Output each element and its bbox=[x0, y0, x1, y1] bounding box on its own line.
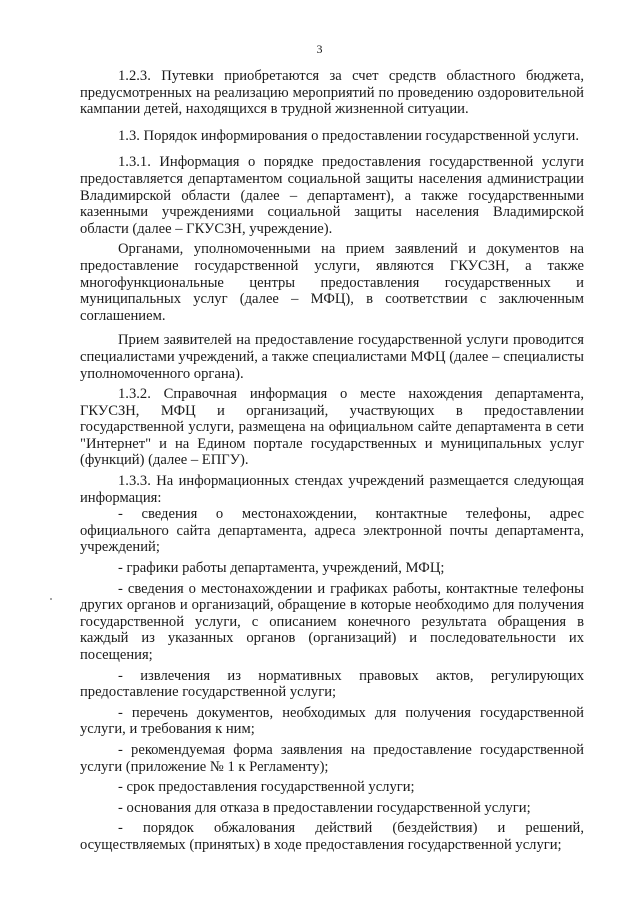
paragraph-1-3-3: 1.3.3. На информационных стендах учреждений размещается следующая информация: bbox=[80, 473, 584, 506]
paragraph-1-2-3: 1.2.3. Путевки приобретаются за счет средств областного бюджета, предусмотренных на реализацию мероприятий по проведению оздоровительной кампании детей, находящихся в трудной жизненной ситуации. bbox=[80, 68, 584, 118]
page-number: 3 bbox=[316, 42, 323, 56]
list-item-application-form: - рекомендуемая форма заявления на предоставление государственной услуги (приложение № 1 к Регламенту); bbox=[80, 741, 584, 775]
paragraph-authorized-bodies: Органами, уполномоченными на прием заявлений и документов на предоставление государственной услуги, являются ГКУСЗН, а также многофункциональные центры предоставления государственных и муниципальных услуг (далее – МФЦ), в соответствии с заключенным соглашением. bbox=[80, 241, 584, 324]
margin-mark bbox=[50, 598, 52, 600]
paragraph-1-3-2: 1.3.2. Справочная информация о месте нахождения департамента, ГКУСЗН, МФЦ и организаций, участвующих в предоставлении государственной услуги, размещена на официальном сайте департамента в сети "Интернет" и на Едином портале государственных и муниципальных услуг (функций) (далее – ЕПГУ). bbox=[80, 386, 584, 469]
list-item-document-list: - перечень документов, необходимых для получения государственной услуги, и требования к ним; bbox=[80, 704, 584, 738]
paragraph-1-3-1: 1.3.1. Информация о порядке предоставления государственной услуги предоставляется департаментом социальной защиты населения администрации Владимирской области (далее – департамент), а также государственными казенными учреждениями социальной защиты населения Владимирской области (далее – ГКУСЗН, учреждение). bbox=[80, 154, 584, 237]
list-item-service-term: - срок предоставления государственной услуги; bbox=[118, 779, 415, 796]
list-item-appeal-procedure: - порядок обжалования действий (бездействия) и решений, осуществляемых (принятых) в ходе предоставления государственной услуги; bbox=[80, 820, 584, 853]
document-body bbox=[80, 68, 584, 854]
list-item-location-info: - сведения о местонахождении, контактные телефоны, адрес официального сайта департамента, адреса электронной почты департамента, учреждений; bbox=[80, 506, 584, 556]
list-item-legal-extracts: - извлечения из нормативных правовых актов, регулирующих предоставление государственной услуги; bbox=[80, 667, 584, 701]
paragraph-1-3: 1.3. Порядок информирования о предоставлении государственной услуги. bbox=[118, 127, 580, 144]
list-item-other-organizations: - сведения о местонахождении и графиках работы, контактные телефоны других органов и организаций, обращение в которые необходимо для получения государственной услуги, с описанием конечного результата обращения в каждый из указанных органов (организаций) и последовательности их посещения; bbox=[80, 580, 584, 663]
list-item-work-schedules: - графики работы департамента, учреждений, МФЦ; bbox=[118, 560, 445, 577]
list-item-refusal-grounds: - основания для отказа в предоставлении государственной услуги; bbox=[118, 799, 531, 816]
paragraph-reception: Прием заявителей на предоставление государственной услуги проводится специалистами учреждений, а также специалистами МФЦ (далее – специалисты уполномоченного органа). bbox=[80, 332, 584, 382]
